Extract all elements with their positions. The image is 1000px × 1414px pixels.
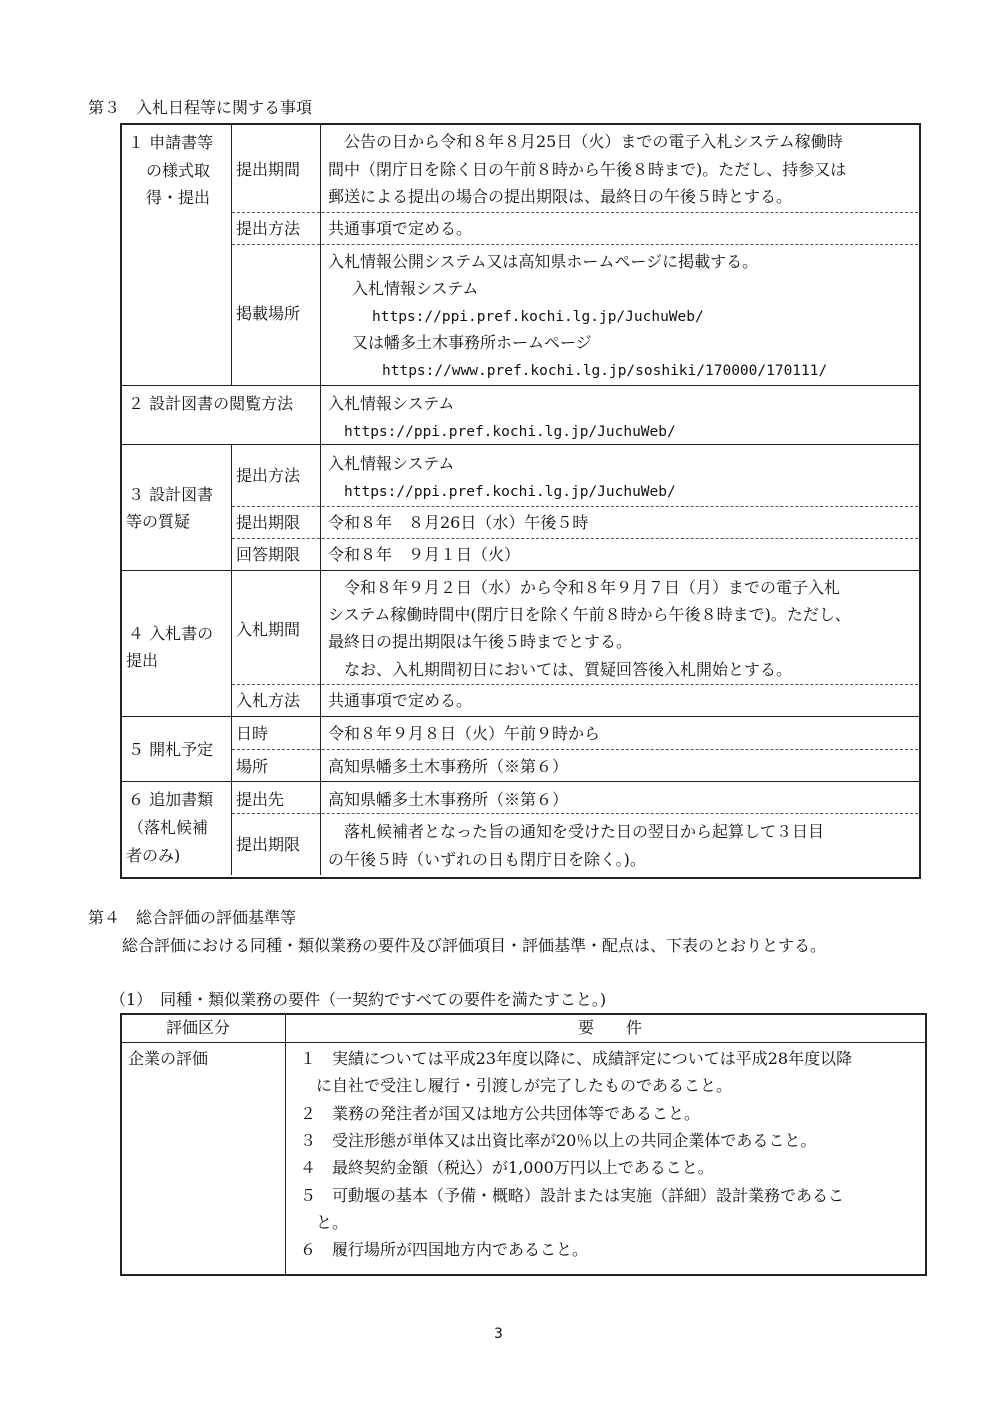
row4b-label: 入札方法 [236,691,301,710]
section4-intro: 総合評価における同種・類似業務の要件及び評価項目・評価基準・配点は、下表のとおりとする。 [122,936,827,955]
section4-heading: 第４ 総合評価の評価基準等 [88,908,297,927]
row1a-text-line3: 郵送による提出の場合の提出期限は、最終日の午後５時とする。 [328,187,793,206]
row4a-label: 入札期間 [236,620,301,639]
row1c-text-line4: 又は幡多土木事務所ホームページ [336,333,592,352]
row5a-text: 令和８年９月８日（火）午前９時から [328,724,601,743]
col-requirement-header: 要 件 [578,1018,643,1037]
page-number: 3 [494,1326,503,1342]
row5b-text: 高知県幡多土木事務所（※第６） [328,757,569,776]
requirement-line6: ５ 可動堰の基本（予備・概略）設計または実施（詳細）設計業務であるこ [300,1186,845,1205]
requirement-line7: と。 [300,1213,349,1232]
row6b-text-line1: 落札候補者となった旨の通知を受けた日の翌日から起算して３日目 [328,822,825,841]
row4-category-line2: 提出 [126,651,159,670]
row1c-url2[interactable]: https://www.pref.kochi.lg.jp/soshiki/170000/170111/ [382,363,828,379]
row4b-text: 共通事項で定める。 [328,691,473,710]
row1c-label: 掲載場所 [236,304,301,323]
requirement-line5: ４ 最終契約金額（税込）が1,000万円以上であること。 [300,1158,714,1177]
row2-text-line1: 入札情報システム [328,394,455,413]
row6b-text-line2: の午後５時（いずれの日も閉庁日を除く。)。 [328,850,646,869]
row1-category-line1: １ 申請書等 [128,133,214,152]
row1c-text-line1: 入札情報公開システム又は高知県ホームページに掲載する。 [328,252,759,271]
row3c-label: 回答期限 [236,545,301,564]
row3-category-line2: 等の質疑 [126,512,191,531]
row6a-text: 高知県幡多土木事務所（※第６） [328,790,569,809]
row6a-label: 提出先 [236,790,285,809]
row6-category-line3: 者のみ) [126,846,181,865]
row3b-label: 提出期限 [236,513,301,532]
row4a-text-line2: システム稼働時間中(閉庁日を除く午前８時から午後８時まで)。ただし、 [328,605,851,624]
row1c-url1[interactable]: https://ppi.pref.kochi.lg.jp/JuchuWeb/ [372,309,704,325]
row3a-text-line1: 入札情報システム [328,454,455,473]
row5a-label: 日時 [236,724,269,743]
row2-url[interactable]: https://ppi.pref.kochi.lg.jp/JuchuWeb/ [344,424,676,440]
row6b-label: 提出期限 [236,835,301,854]
col-category-header: 評価区分 [166,1018,231,1037]
section3-heading: 第３ 入札日程等に関する事項 [88,98,313,117]
row3-category-line1: ３ 設計図書 [128,485,214,504]
row1a-text-line2: 間中（閉庁日を除く日の午前８時から午後８時まで)。ただし、持参又は [328,160,847,179]
row3a-label: 提出方法 [236,466,301,485]
requirement-line4: ３ 受注形態が単体又は出資比率が20％以上の共同企業体であること。 [300,1131,817,1150]
row3b-text: 令和８年 ８月26日（水）午後５時 [328,513,589,532]
row1b-text: 共通事項で定める。 [328,219,473,238]
row4-category-line1: ４ 入札書の [128,624,214,643]
requirement-line1: １ 実績については平成23年度以降に、成績評定については平成28年度以降 [300,1049,853,1068]
row1-category-line2: の様式取 [146,161,211,180]
row1a-text-line1: 公告の日から令和８年８月25日（火）までの電子入札システム稼働時 [328,132,843,151]
row-category: 企業の評価 [128,1049,209,1068]
requirement-line8: ６ 履行場所が四国地方内であること。 [300,1240,589,1259]
requirement-line2: に自社で受注し履行・引渡しが完了したものであること。 [300,1076,733,1095]
row1a-label: 提出期間 [236,160,301,179]
row1b-label: 提出方法 [236,219,301,238]
row5b-label: 場所 [236,757,269,776]
row6-category-line1: ６ 追加書類 [128,790,214,809]
section4-sub-heading: （1） 同種・類似業務の要件（一契約ですべての要件を満たすこと。) [110,990,607,1009]
row3c-text: 令和８年 ９月１日（火） [328,545,521,564]
row1-category-line3: 得・提出 [146,188,211,207]
requirement-line3: ２ 業務の発注者が国又は地方公共団体等であること。 [300,1104,701,1123]
row3a-url[interactable]: https://ppi.pref.kochi.lg.jp/JuchuWeb/ [344,484,676,500]
row1c-text-line2: 入札情報システム [336,279,479,298]
row4a-text-line3: 最終日の提出期限は午後５時までとする。 [328,632,633,651]
row4a-text-line4: なお、入札期間初日においては、質疑回答後入札開始とする。 [328,660,793,679]
row5-category: ５ 開札予定 [128,740,214,759]
row2-category: ２ 設計図書の閲覧方法 [128,394,294,413]
row4a-text-line1: 令和８年９月２日（水）から令和８年９月７日（月）までの電子入札 [328,578,841,597]
row6-category-line2: （落札候補 [128,818,209,837]
